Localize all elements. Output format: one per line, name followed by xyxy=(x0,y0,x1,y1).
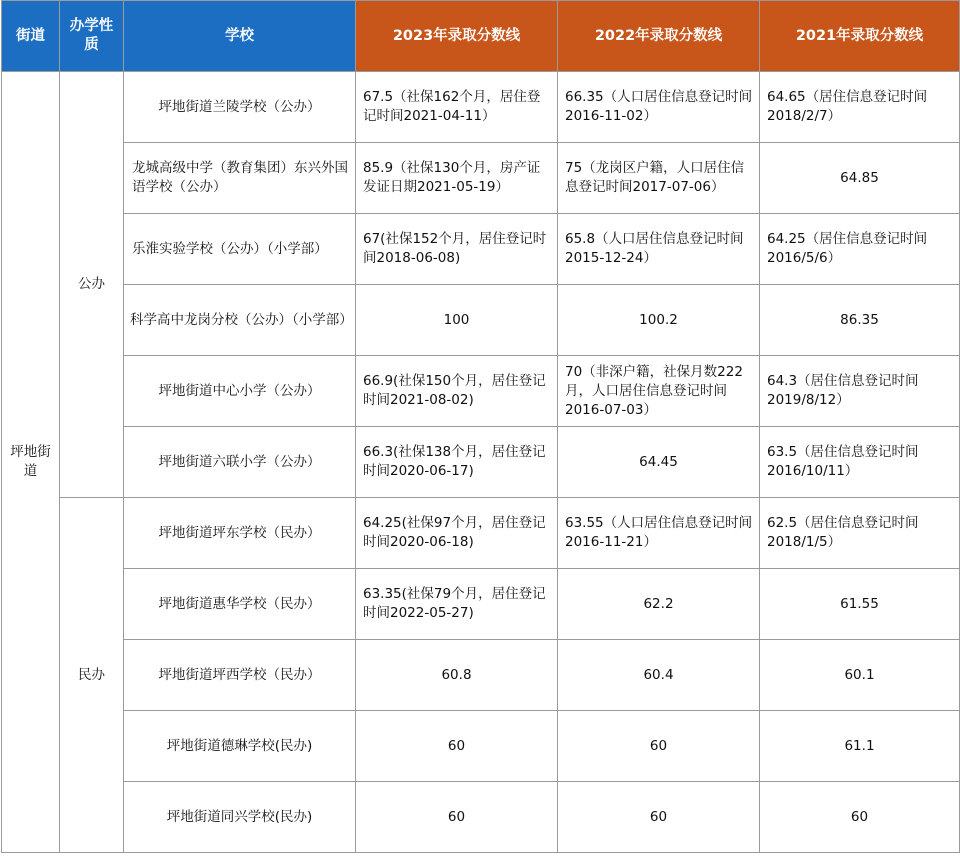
score-2021-cell: 64.25（居住信息登记时间2016/5/6） xyxy=(760,214,960,285)
score-2023-cell: 66.9(社保150个月，居住登记时间2021-08-02) xyxy=(356,356,558,427)
score-2022-cell: 60 xyxy=(558,711,760,782)
score-2022-cell: 66.35（人口居住信息登记时间2016-11-02） xyxy=(558,72,760,143)
nature-public-cell: 公办 xyxy=(60,72,124,498)
score-2023-cell: 100 xyxy=(356,285,558,356)
score-2021-cell: 62.5（居住信息登记时间2018/1/5） xyxy=(760,498,960,569)
header-row xyxy=(2,1,960,72)
score-2021-cell: 64.3（居住信息登记时间2019/8/12） xyxy=(760,356,960,427)
score-2022-cell: 65.8（人口居住信息登记时间2015-12-24） xyxy=(558,214,760,285)
table-row xyxy=(2,427,960,498)
score-2021-cell: 63.5（居住信息登记时间2016/10/11） xyxy=(760,427,960,498)
school-cell: 龙城高级中学（教育集团）东兴外国语学校（公办） xyxy=(124,143,356,214)
header-2022: 2022年录取分数线 xyxy=(558,1,760,72)
header-school: 学校 xyxy=(124,1,356,72)
school-cell: 坪地街道坪西学校（民办） xyxy=(124,640,356,711)
table-row xyxy=(2,72,960,143)
score-2022-cell: 64.45 xyxy=(558,427,760,498)
score-2023-cell: 67(社保152个月，居住登记时间2018-06-08) xyxy=(356,214,558,285)
score-2023-cell: 64.25(社保97个月，居住登记时间2020-06-18) xyxy=(356,498,558,569)
score-2023-cell: 85.9（社保130个月，房产证发证日期2021-05-19） xyxy=(356,143,558,214)
school-cell: 科学高中龙岗分校（公办）（小学部） xyxy=(124,285,356,356)
table-row xyxy=(2,640,960,711)
score-2022-cell: 60 xyxy=(558,782,760,853)
table-row xyxy=(2,498,960,569)
score-2022-cell: 70（非深户籍，社保月数222月，人口居住信息登记时间2016-07-03） xyxy=(558,356,760,427)
header-2021: 2021年录取分数线 xyxy=(760,1,960,72)
score-2022-cell: 62.2 xyxy=(558,569,760,640)
score-2022-cell: 63.55（人口居住信息登记时间2016-11-21） xyxy=(558,498,760,569)
score-2023-cell: 60.8 xyxy=(356,640,558,711)
score-2022-cell: 100.2 xyxy=(558,285,760,356)
score-2023-cell: 66.3(社保138个月，居住登记时间2020-06-17) xyxy=(356,427,558,498)
school-cell: 坪地街道中心小学（公办） xyxy=(124,356,356,427)
table-row xyxy=(2,711,960,782)
table-row xyxy=(2,143,960,214)
score-2021-cell: 61.1 xyxy=(760,711,960,782)
school-cell: 乐淮实验学校（公办）（小学部） xyxy=(124,214,356,285)
score-2023-cell: 60 xyxy=(356,782,558,853)
school-cell: 坪地街道惠华学校（民办） xyxy=(124,569,356,640)
header-street: 街道 xyxy=(2,1,60,72)
score-2022-cell: 75（龙岗区户籍，人口居住信息登记时间2017-07-06） xyxy=(558,143,760,214)
header-2023: 2023年录取分数线 xyxy=(356,1,558,72)
admission-score-table xyxy=(1,0,960,853)
score-2023-cell: 63.35(社保79个月，居住登记时间2022-05-27) xyxy=(356,569,558,640)
school-cell: 坪地街道六联小学（公办） xyxy=(124,427,356,498)
score-2021-cell: 64.85 xyxy=(760,143,960,214)
score-2021-cell: 61.55 xyxy=(760,569,960,640)
score-2023-cell: 60 xyxy=(356,711,558,782)
table-row xyxy=(2,569,960,640)
score-2023-cell: 67.5（社保162个月，居住登记时间2021-04-11） xyxy=(356,72,558,143)
nature-private-cell: 民办 xyxy=(60,498,124,853)
school-cell: 坪地街道兰陵学校（公办） xyxy=(124,72,356,143)
header-nature: 办学性质 xyxy=(60,1,124,72)
score-2022-cell: 60.4 xyxy=(558,640,760,711)
score-2021-cell: 86.35 xyxy=(760,285,960,356)
table-row xyxy=(2,782,960,853)
score-2021-cell: 64.65（居住信息登记时间2018/2/7） xyxy=(760,72,960,143)
score-2021-cell: 60.1 xyxy=(760,640,960,711)
table-row xyxy=(2,356,960,427)
school-cell: 坪地街道德琳学校(民办) xyxy=(124,711,356,782)
school-cell: 坪地街道坪东学校（民办） xyxy=(124,498,356,569)
school-cell: 坪地街道同兴学校(民办) xyxy=(124,782,356,853)
street-cell: 坪地街道 xyxy=(2,72,60,853)
score-2021-cell: 60 xyxy=(760,782,960,853)
table-row xyxy=(2,214,960,285)
table-row xyxy=(2,285,960,356)
